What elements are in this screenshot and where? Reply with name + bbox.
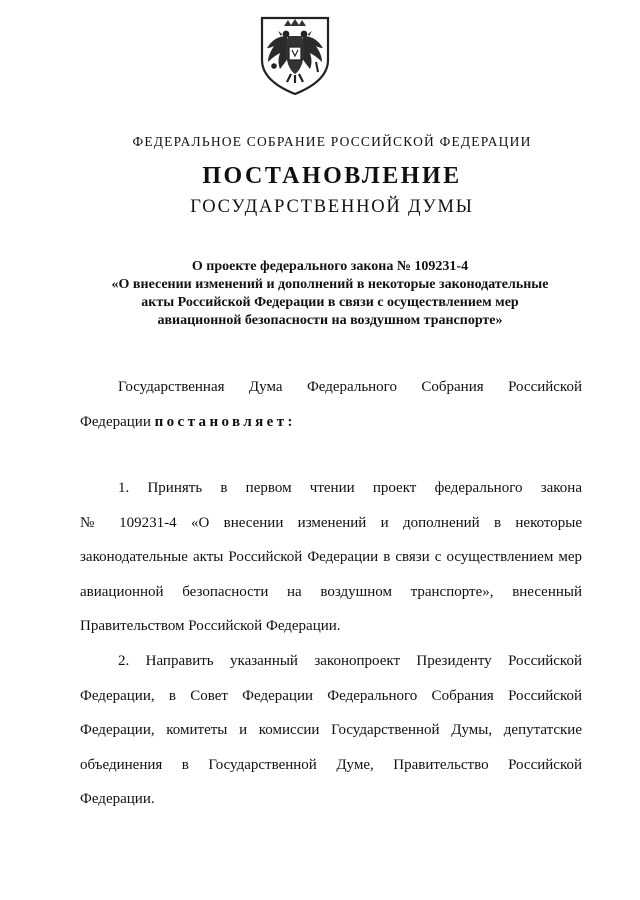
preamble-start: Федерации [80, 413, 151, 430]
item-line: № 109231-4 «О внесении изменений и дополнений в некоторые [80, 514, 582, 531]
title-line: О проекте федерального закона № 109231-4 [191, 259, 469, 274]
preamble-line: Государственная Дума Федерального Собрания Российской [118, 379, 582, 395]
title-line: авиационной безопасности на воздушном транспорте» [157, 313, 503, 328]
item-line: 2. Направить указанный законопроект Президенту Российской [118, 653, 582, 669]
item-line: 1. Принять в первом чтении проект федерального закона [118, 480, 582, 496]
title-line: «О внесении изменений и дополнений в некоторые законодательные [111, 277, 549, 292]
decree-word: постановляет: [154, 413, 296, 430]
item-line: авиационной безопасности на воздушном транспорте», внесенный [80, 583, 582, 600]
item-line: Правительством Российской Федерации. [80, 618, 341, 634]
document-type-heading: ПОСТАНОВЛЕНИЕ [202, 163, 462, 189]
title-line: акты Российской Федерации в связи с осуществлением мер [141, 295, 519, 310]
item-line: Федерации, комитеты и комиссии Государственной Думы, депутатские [80, 722, 582, 738]
decision-item-1 [80, 471, 582, 644]
document-title [80, 258, 580, 330]
preamble-line [80, 405, 582, 440]
item-line: объединения в Государственной Думе, Правительство Российской [80, 756, 582, 773]
item-line: Федерации. [80, 791, 155, 807]
item-line: законодательные акты Российской Федерации в связи с осуществлением мер [80, 549, 582, 565]
coat-of-arms-icon [258, 14, 332, 96]
preamble-paragraph [80, 370, 582, 439]
assembly-heading: ФЕДЕРАЛЬНОЕ СОБРАНИЕ РОССИЙСКОЙ ФЕДЕРАЦИИ [132, 134, 532, 149]
decision-item-2 [80, 644, 582, 817]
issuer-heading: ГОСУДАРСТВЕННОЙ ДУМЫ [190, 197, 474, 217]
item-line: Федерации, в Совет Федерации Федерального Собрания Российской [80, 687, 582, 704]
